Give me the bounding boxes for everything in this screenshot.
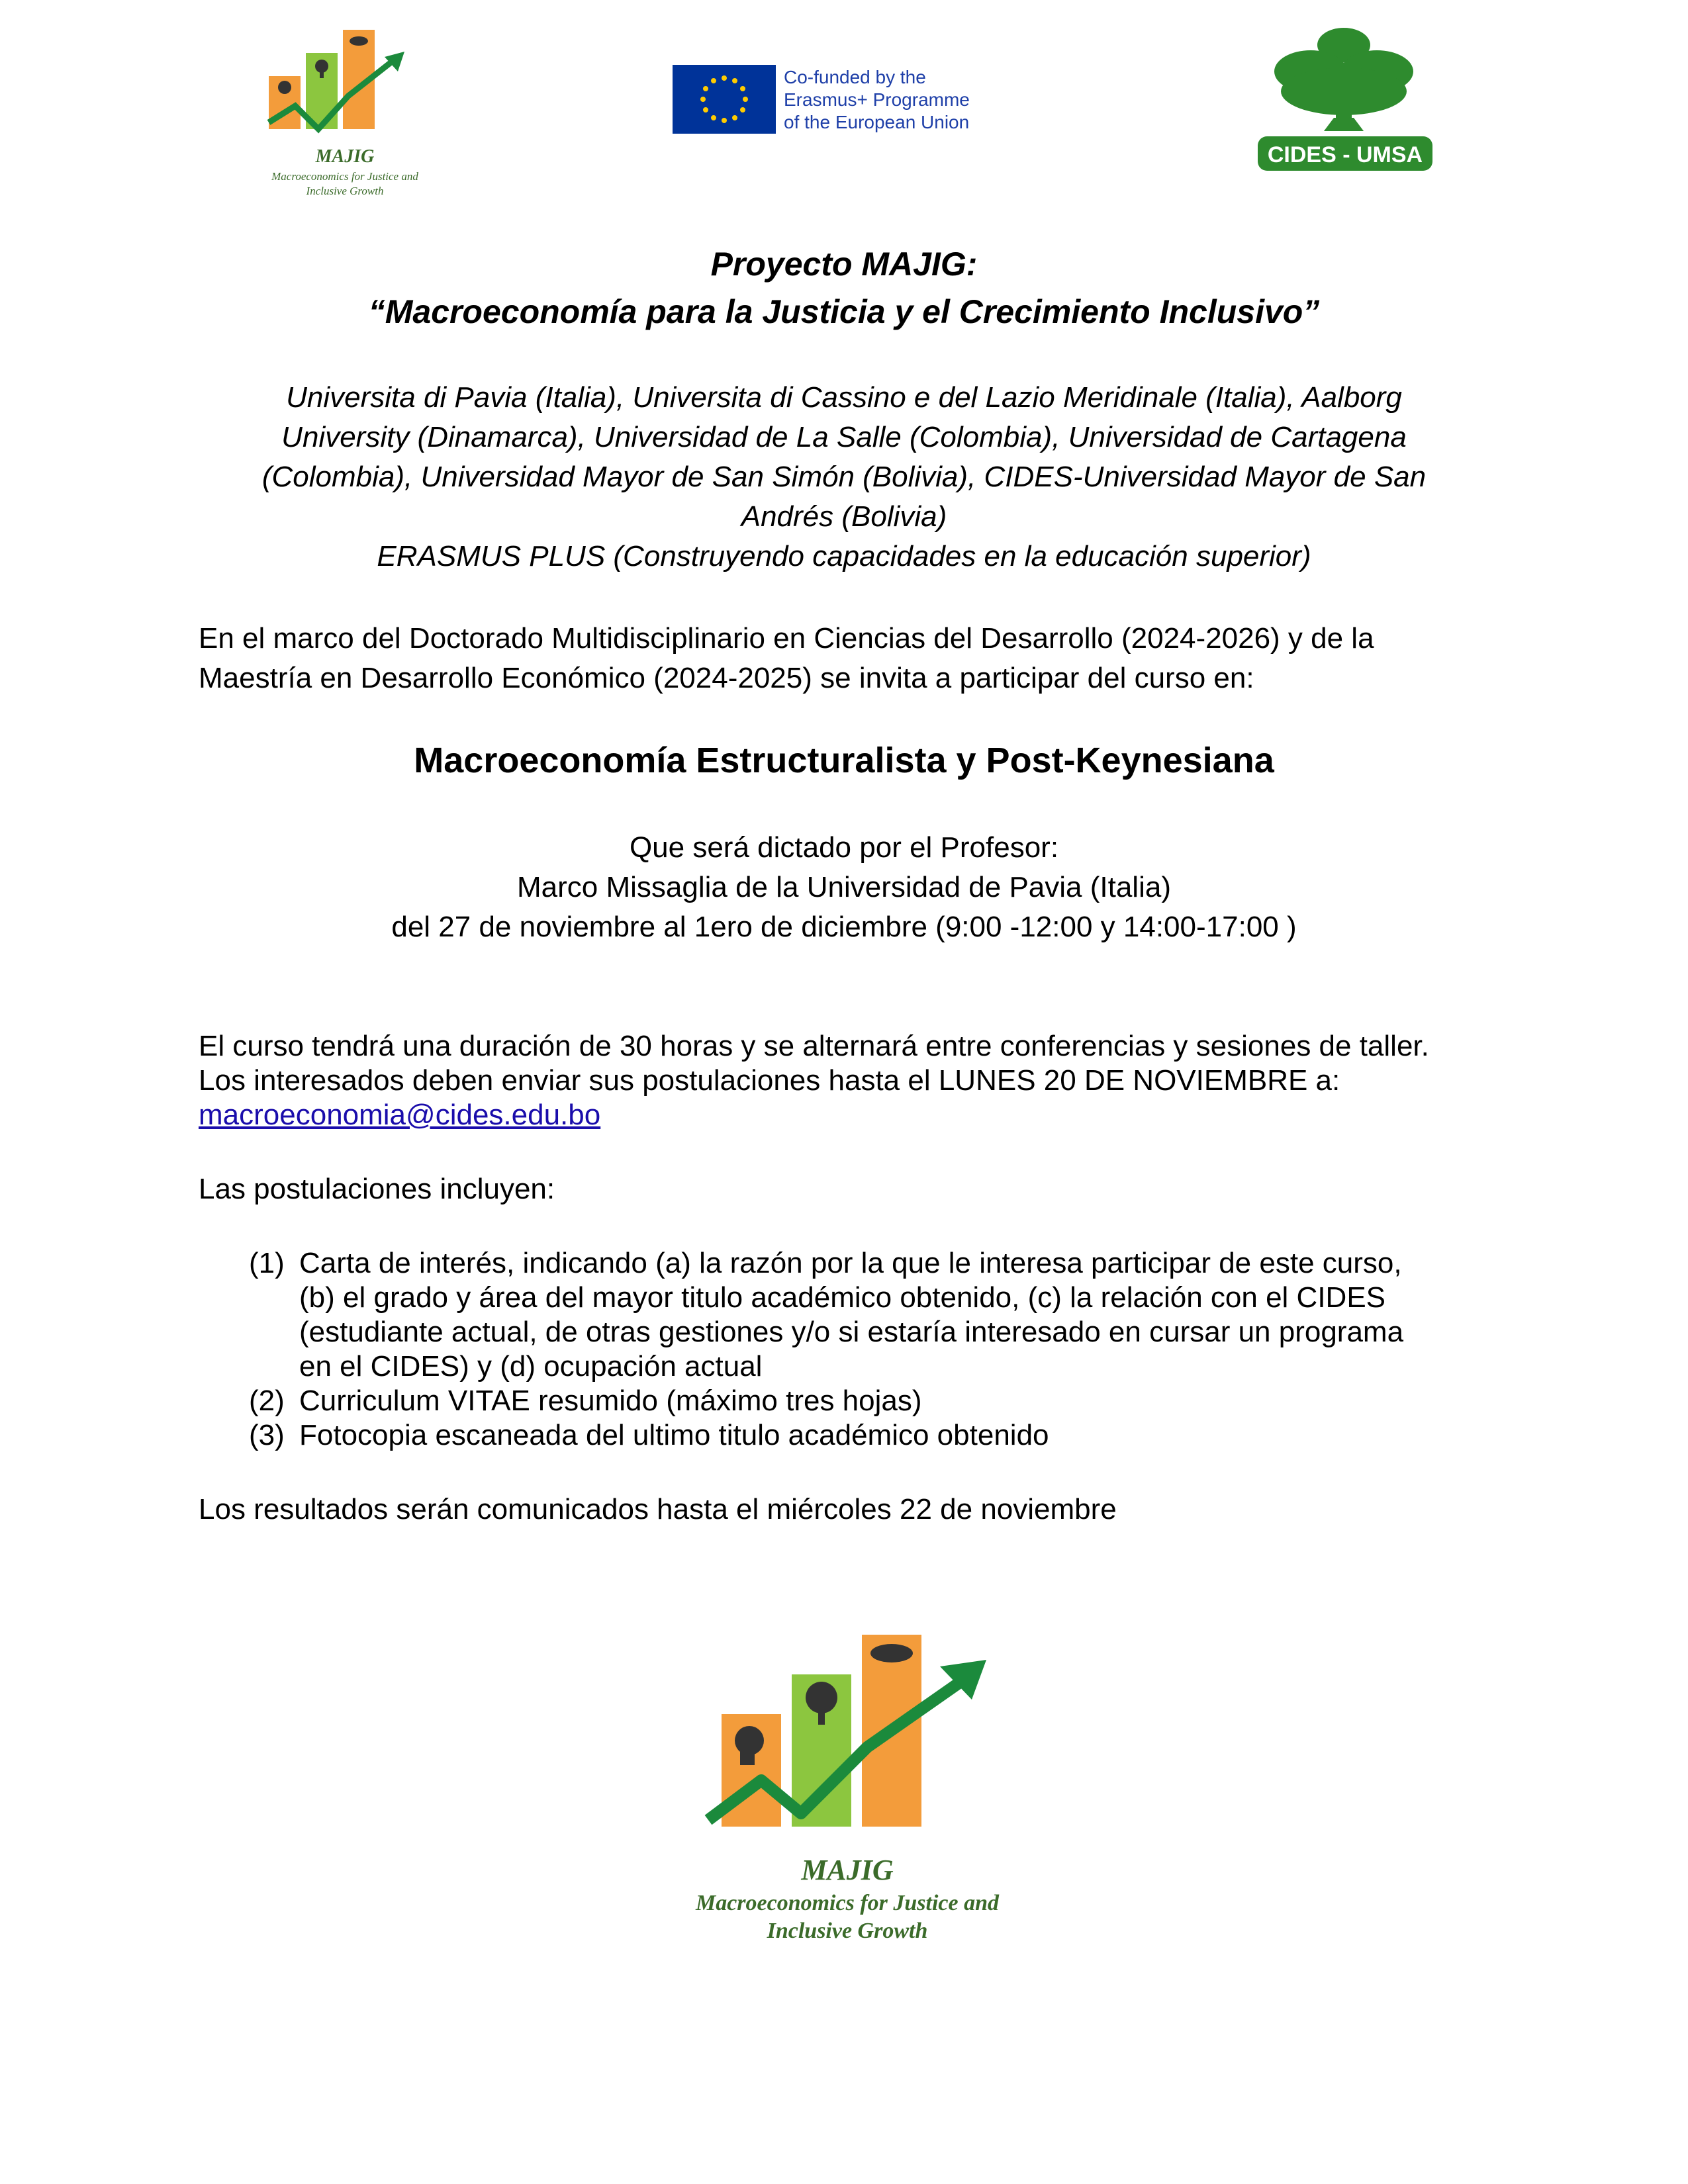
project-subtitle: “Macroeconomía para la Justicia y el Crecimiento Inclusivo” [368, 293, 1320, 330]
requirement-text: (b) el grado y área del mayor titulo académico obtenido, (c) la relación con el CIDES [299, 1281, 1386, 1314]
majig-logo-tagline-1: Macroeconomics for Justice and [271, 170, 418, 183]
eu-text-line3: of the European Union [784, 112, 970, 132]
requirement-text: Fotocopia escaneada del ultimo titulo académico obtenido [299, 1419, 1049, 1451]
majig-logo-top [256, 13, 434, 205]
majig-logo-name: MAJIG [315, 146, 375, 167]
intro-line: Maestría en Desarrollo Económico (2024-2025) se invita a participar del curso en: [199, 662, 1254, 694]
cides-umsa-logo [1244, 19, 1443, 177]
majig-logo-tagline-2: Inclusive Growth [767, 1919, 928, 1943]
partners-line: University (Dinamarca), Universidad de La Salle (Colombia), Universidad de Cartagena [281, 421, 1407, 453]
requirement-text: Curriculum VITAE resumido (máximo tres hojas) [299, 1385, 922, 1417]
program-line: ERASMUS PLUS (Construyendo capacidades en la educación superior) [377, 540, 1311, 572]
majig-logo-name: MAJIG [801, 1854, 894, 1886]
project-title: Proyecto MAJIG: [710, 246, 978, 283]
requirement-number: (2) [249, 1385, 285, 1417]
partners-line: Andrés (Bolivia) [741, 500, 947, 533]
requirements-intro: Las postulaciones incluyen: [199, 1173, 555, 1205]
requirement-text: Carta de interés, indicando (a) la razón por la que le interesa participar de este curso, [299, 1247, 1402, 1279]
course-title: Macroeconomía Estructuralista y Post-Keynesiana [414, 741, 1274, 780]
partners-line: Universita di Pavia (Italia), Universita di Cassino e del Lazio Meridinale (Italia), Aalborg [286, 381, 1402, 414]
eu-text-line2: Erasmus+ Programme [784, 89, 970, 110]
requirement-number: (3) [249, 1419, 285, 1451]
eu-flag-icon [673, 65, 776, 134]
majig-logo-tagline-1: Macroeconomics for Justice and [695, 1891, 1000, 1915]
majig-logo-bottom [662, 1615, 1033, 1946]
details-line: El curso tendrá una duración de 30 horas y se alternará entre conferencias y sesiones de taller. [199, 1030, 1429, 1062]
requirement-text: en el CIDES) y (d) ocupación actual [299, 1350, 763, 1383]
tree-icon [1274, 28, 1413, 131]
eu-cofunding-logo [673, 65, 1004, 136]
email-link[interactable]: macroeconomia@cides.edu.bo [199, 1099, 601, 1131]
course-dates: del 27 de noviembre al 1ero de diciembre (9:00 -12:00 y 14:00-17:00 ) [391, 911, 1297, 943]
intro-line: En el marco del Doctorado Multidisciplinario en Ciencias del Desarrollo (2024-2026) y de la [199, 622, 1374, 655]
eu-text-line1: Co-funded by the [784, 67, 926, 87]
professor-line: Marco Missaglia de la Universidad de Pavia (Italia) [517, 871, 1171, 903]
cides-umsa-label: CIDES - UMSA [1267, 142, 1423, 167]
requirement-number: (1) [249, 1247, 285, 1279]
requirement-text: (estudiante actual, de otras gestiones y/o si estaría interesado en cursar un programa [299, 1316, 1404, 1348]
results-line: Los resultados serán comunicados hasta el miércoles 22 de noviembre [199, 1493, 1117, 1525]
details-line: Los interesados deben enviar sus postulaciones hasta el LUNES 20 DE NOVIEMBRE a: [199, 1064, 1340, 1097]
professor-line: Que será dictado por el Profesor: [629, 831, 1059, 864]
handshake-icon [870, 1644, 913, 1662]
partners-line: (Colombia), Universidad Mayor de San Simón (Bolivia), CIDES-Universidad Mayor de San [261, 461, 1427, 493]
majig-logo-tagline-2: Inclusive Growth [306, 185, 384, 197]
